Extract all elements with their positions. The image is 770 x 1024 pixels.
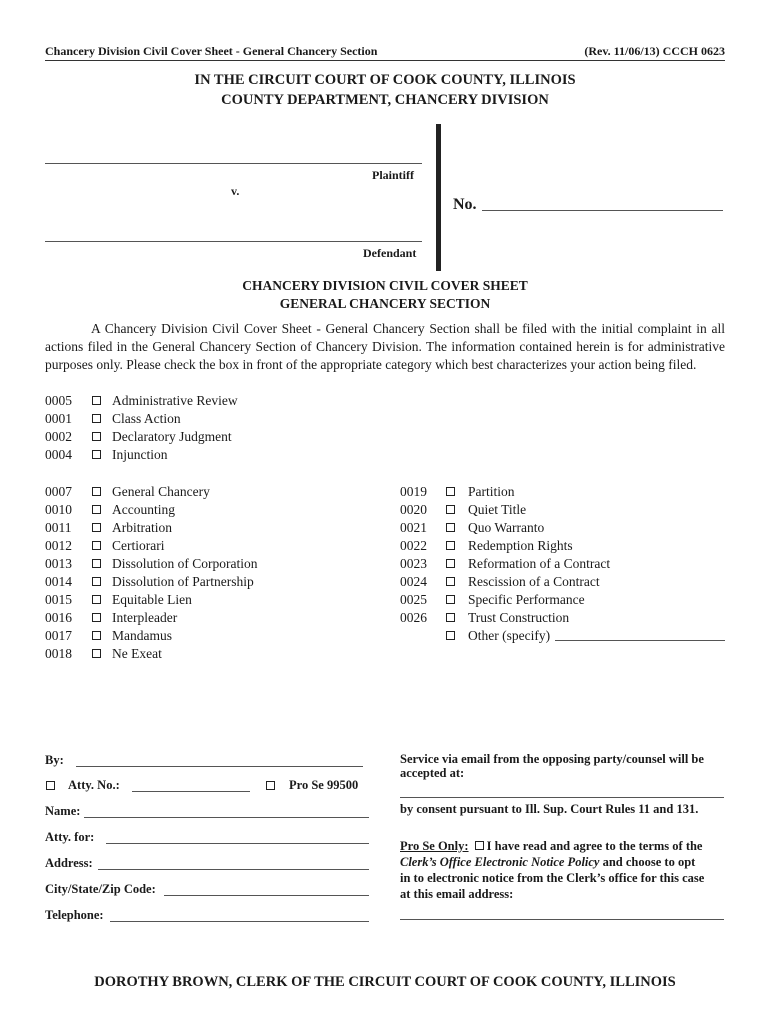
caption-divider xyxy=(436,124,441,271)
court-department: COUNTY DEPARTMENT, CHANCERY DIVISION xyxy=(221,92,549,108)
category-label: Rescission of a Contract xyxy=(468,574,600,589)
checkbox[interactable] xyxy=(446,613,455,622)
categories-top xyxy=(45,392,295,472)
checkbox[interactable] xyxy=(446,631,455,640)
category-label: Interpleader xyxy=(112,610,178,625)
category-code: 0022 xyxy=(400,538,427,553)
by-field[interactable] xyxy=(76,766,363,767)
category-label: Quo Warranto xyxy=(468,520,545,535)
versus-label: v. xyxy=(231,184,240,198)
checkbox[interactable] xyxy=(446,505,455,514)
checkbox[interactable] xyxy=(446,577,455,586)
pro-se-email-field[interactable] xyxy=(400,919,724,920)
address-label: Address: xyxy=(45,856,93,870)
city-state-zip-label: City/State/Zip Code: xyxy=(45,882,156,896)
form-revision: (Rev. 11/06/13) CCCH 0623 xyxy=(584,44,725,58)
plaintiff-line[interactable] xyxy=(45,163,422,164)
agree-line2 xyxy=(400,855,695,870)
category-code: 0002 xyxy=(45,429,72,444)
category-code: 0004 xyxy=(45,447,72,462)
checkbox[interactable] xyxy=(446,595,455,604)
checkbox[interactable] xyxy=(446,487,455,496)
checkbox[interactable] xyxy=(92,559,101,568)
category-code: 0021 xyxy=(400,520,427,535)
checkbox[interactable] xyxy=(92,505,101,514)
agree-line2-text: and choose to opt xyxy=(599,855,696,869)
checkbox[interactable] xyxy=(92,432,101,441)
category-code: 0013 xyxy=(45,556,72,571)
category-label: Redemption Rights xyxy=(468,538,573,553)
checkbox[interactable] xyxy=(446,559,455,568)
category-code: 0017 xyxy=(45,628,72,643)
sheet-subtitle: GENERAL CHANCERY SECTION xyxy=(279,296,491,311)
defendant-label: Defendant xyxy=(363,246,417,260)
category-label: Dissolution of Partnership xyxy=(112,574,254,589)
atty-for-label: Atty. for: xyxy=(45,830,95,844)
category-label: Specific Performance xyxy=(468,592,585,607)
case-number-field[interactable] xyxy=(482,210,723,211)
category-label: Injunction xyxy=(112,447,168,462)
consent-text: by consent pursuant to Ill. Sup. Court Rules 11 and 131. xyxy=(400,802,699,816)
city-state-zip-field[interactable] xyxy=(164,895,369,896)
pro-se-only-label: Pro Se Only: xyxy=(400,839,469,853)
checkbox[interactable] xyxy=(92,541,101,550)
name-label: Name: xyxy=(45,804,81,818)
atty-for-field[interactable] xyxy=(106,843,369,844)
category-label: Quiet Title xyxy=(468,502,527,517)
checkbox[interactable] xyxy=(92,613,101,622)
category-label: Certiorari xyxy=(112,538,165,553)
category-code: 0012 xyxy=(45,538,72,553)
category-label: Reformation of a Contract xyxy=(468,556,611,571)
atty-no-label: Atty. No.: xyxy=(68,778,120,792)
other-specify-field[interactable] xyxy=(555,640,725,641)
category-code: 0010 xyxy=(45,502,72,517)
category-code: 0020 xyxy=(400,502,427,517)
category-label: Declaratory Judgment xyxy=(112,429,232,444)
category-label: Other (specify) xyxy=(468,628,551,643)
category-code: 0026 xyxy=(400,610,427,625)
category-code: 0007 xyxy=(45,484,72,499)
checkbox[interactable] xyxy=(92,649,101,658)
pro-se-only-notice xyxy=(400,839,702,854)
checkbox[interactable] xyxy=(92,396,101,405)
checkbox[interactable] xyxy=(92,487,101,496)
categories-left xyxy=(45,483,345,665)
telephone-label: Telephone: xyxy=(45,908,104,922)
category-label: Equitable Lien xyxy=(112,592,192,607)
checkbox[interactable] xyxy=(92,523,101,532)
service-email-field[interactable] xyxy=(400,797,724,798)
instructions-text: A Chancery Division Civil Cover Sheet - General Chancery Section shall be filed with the initial complaint in all actions filed in the General Chancery Section of Chancery Division. The information contained herein is for administrative purposes only. Please check the box in front of the appropriate category which best characterizes your action being filed. xyxy=(45,321,725,372)
defendant-line[interactable] xyxy=(45,241,422,242)
category-code: 0024 xyxy=(400,574,427,589)
category-label: Accounting xyxy=(112,502,175,517)
category-label: Administrative Review xyxy=(112,393,238,408)
checkbox[interactable] xyxy=(92,414,101,423)
checkbox[interactable] xyxy=(92,631,101,640)
category-code: 0011 xyxy=(45,520,72,535)
form-title-header: Chancery Division Civil Cover Sheet - General Chancery Section xyxy=(45,44,378,58)
category-code: 0016 xyxy=(45,610,72,625)
plaintiff-label: Plaintiff xyxy=(372,168,414,182)
category-code: 0001 xyxy=(45,411,72,426)
header-rule xyxy=(45,60,725,61)
category-code: 0005 xyxy=(45,393,72,408)
policy-name: Clerk’s Office Electronic Notice Policy xyxy=(400,855,600,869)
category-label: Arbitration xyxy=(112,520,172,535)
agree-line3: in to electronic notice from the Clerk’s office for this case xyxy=(400,871,705,885)
category-label: Dissolution of Corporation xyxy=(112,556,258,571)
category-label: Partition xyxy=(468,484,515,499)
category-code: 0023 xyxy=(400,556,427,571)
pro-se-label: Pro Se 99500 xyxy=(289,778,359,792)
categories-right xyxy=(400,483,726,647)
by-label: By: xyxy=(45,753,64,767)
atty-checkbox[interactable] xyxy=(46,781,55,790)
checkbox[interactable] xyxy=(92,450,101,459)
agree-line1: I have read and agree to the terms of the xyxy=(486,839,703,853)
checkbox[interactable] xyxy=(446,523,455,532)
agree-line4: at this email address: xyxy=(400,887,514,901)
category-code: 0019 xyxy=(400,484,427,499)
service-text: Service via email from the opposing party/counsel will be accepted at: xyxy=(400,752,704,780)
checkbox[interactable] xyxy=(446,541,455,550)
checkbox[interactable] xyxy=(92,577,101,586)
atty-no-field[interactable] xyxy=(132,791,250,792)
checkbox[interactable] xyxy=(92,595,101,604)
sheet-title: CHANCERY DIVISION CIVIL COVER SHEET xyxy=(242,278,528,293)
address-field[interactable] xyxy=(98,869,369,870)
clerk-footer: DOROTHY BROWN, CLERK OF THE CIRCUIT COURT OF COOK COUNTY, ILLINOIS xyxy=(94,974,676,990)
category-label: General Chancery xyxy=(112,484,210,499)
category-label: Trust Construction xyxy=(468,610,570,625)
name-field[interactable] xyxy=(84,817,369,818)
category-code: 0015 xyxy=(45,592,72,607)
category-code: 0018 xyxy=(45,646,72,661)
pro-se-agree-checkbox[interactable] xyxy=(475,841,484,850)
telephone-field[interactable] xyxy=(110,921,369,922)
category-label: Class Action xyxy=(112,411,181,426)
court-name: IN THE CIRCUIT COURT OF COOK COUNTY, ILLINOIS xyxy=(194,72,576,88)
pro-se-checkbox[interactable] xyxy=(266,781,275,790)
case-number-label: No. xyxy=(453,196,477,213)
category-code: 0014 xyxy=(45,574,72,589)
category-label: Mandamus xyxy=(112,628,172,643)
category-code: 0025 xyxy=(400,592,427,607)
category-label: Ne Exeat xyxy=(112,646,162,661)
